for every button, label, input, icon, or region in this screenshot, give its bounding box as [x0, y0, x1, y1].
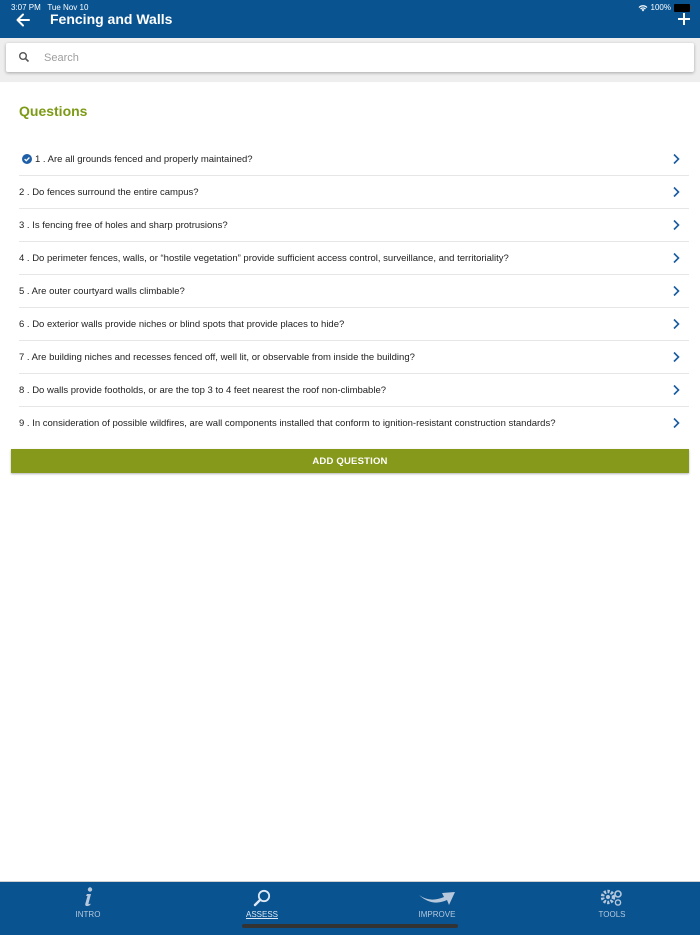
date: Tue Nov 10 [47, 3, 89, 12]
tab-label: ASSESS [245, 910, 278, 919]
question-text: 1 . Are all grounds fenced and properly maintained? [35, 153, 253, 165]
question-row-7[interactable] [19, 341, 689, 374]
search-icon [18, 51, 30, 63]
add-question-button[interactable]: ADD QUESTION [11, 449, 689, 473]
chevron-right-icon [672, 219, 680, 231]
chevron-right-icon [672, 186, 680, 198]
question-text: 2 . Do fences surround the entire campus? [19, 186, 199, 198]
tab-assess[interactable] [217, 885, 307, 919]
status-right [638, 3, 690, 12]
check-circle-icon [22, 154, 32, 164]
chevron-right-icon [672, 351, 680, 363]
chevron-right-icon [672, 318, 680, 330]
gears-icon [600, 889, 624, 907]
battery-icon [674, 4, 690, 12]
app-header [0, 0, 700, 38]
add-button[interactable] [677, 12, 691, 26]
tab-label: INTRO [75, 910, 101, 919]
search-bar[interactable] [6, 43, 694, 72]
magnifier-icon [253, 889, 271, 907]
question-text: 4 . Do perimeter fences, walls, or “hostile vegetation” provide sufficient access control, surveillance, and territoriality? [19, 252, 509, 264]
question-text: 5 . Are outer courtyard walls climbable? [19, 285, 185, 297]
question-row-2[interactable] [19, 176, 689, 209]
question-row-9[interactable] [19, 407, 689, 439]
question-row-5[interactable] [19, 275, 689, 308]
question-row-3[interactable] [19, 209, 689, 242]
chevron-right-icon [672, 384, 680, 396]
tab-label: IMPROVE [418, 910, 456, 919]
section-title: Questions [19, 103, 88, 119]
question-text: 8 . Do walls provide footholds, or are the top 3 to 4 feet nearest the roof non-climbable? [19, 384, 387, 396]
time: 3:07 PM [11, 3, 41, 12]
chevron-right-icon [672, 417, 680, 429]
home-indicator [242, 924, 458, 928]
question-list [19, 143, 689, 439]
chevron-right-icon [672, 252, 680, 264]
question-text: 3 . Is fencing free of holes and sharp protrusions? [19, 219, 228, 231]
wifi-icon [638, 4, 648, 12]
chevron-right-icon [672, 153, 680, 165]
question-text: 7 . Are building niches and recesses fenced off, well lit, or observable from inside the building? [19, 351, 415, 363]
tab-improve[interactable] [392, 885, 482, 919]
chevron-right-icon [672, 285, 680, 297]
question-text: 6 . Do exterior walls provide niches or blind spots that provide places to hide? [19, 318, 345, 330]
question-row-4[interactable] [19, 242, 689, 275]
back-button[interactable] [13, 10, 33, 30]
tab-tools[interactable] [567, 885, 657, 919]
info-icon [82, 887, 94, 907]
tab-intro[interactable] [43, 885, 133, 919]
page-title: Fencing and Walls [50, 11, 173, 27]
search-input[interactable] [42, 47, 646, 69]
question-row-8[interactable] [19, 374, 689, 407]
search-bar-container [0, 38, 700, 82]
question-text: 9 . In consideration of possible wildfires, are wall components installed that conform to ignition-resistant construction standards? [19, 417, 556, 429]
battery-percent: 100% [650, 3, 671, 12]
question-row-1[interactable] [19, 143, 689, 176]
tab-label: TOOLS [598, 910, 626, 919]
question-row-6[interactable] [19, 308, 689, 341]
arrow-curve-icon [418, 889, 456, 907]
